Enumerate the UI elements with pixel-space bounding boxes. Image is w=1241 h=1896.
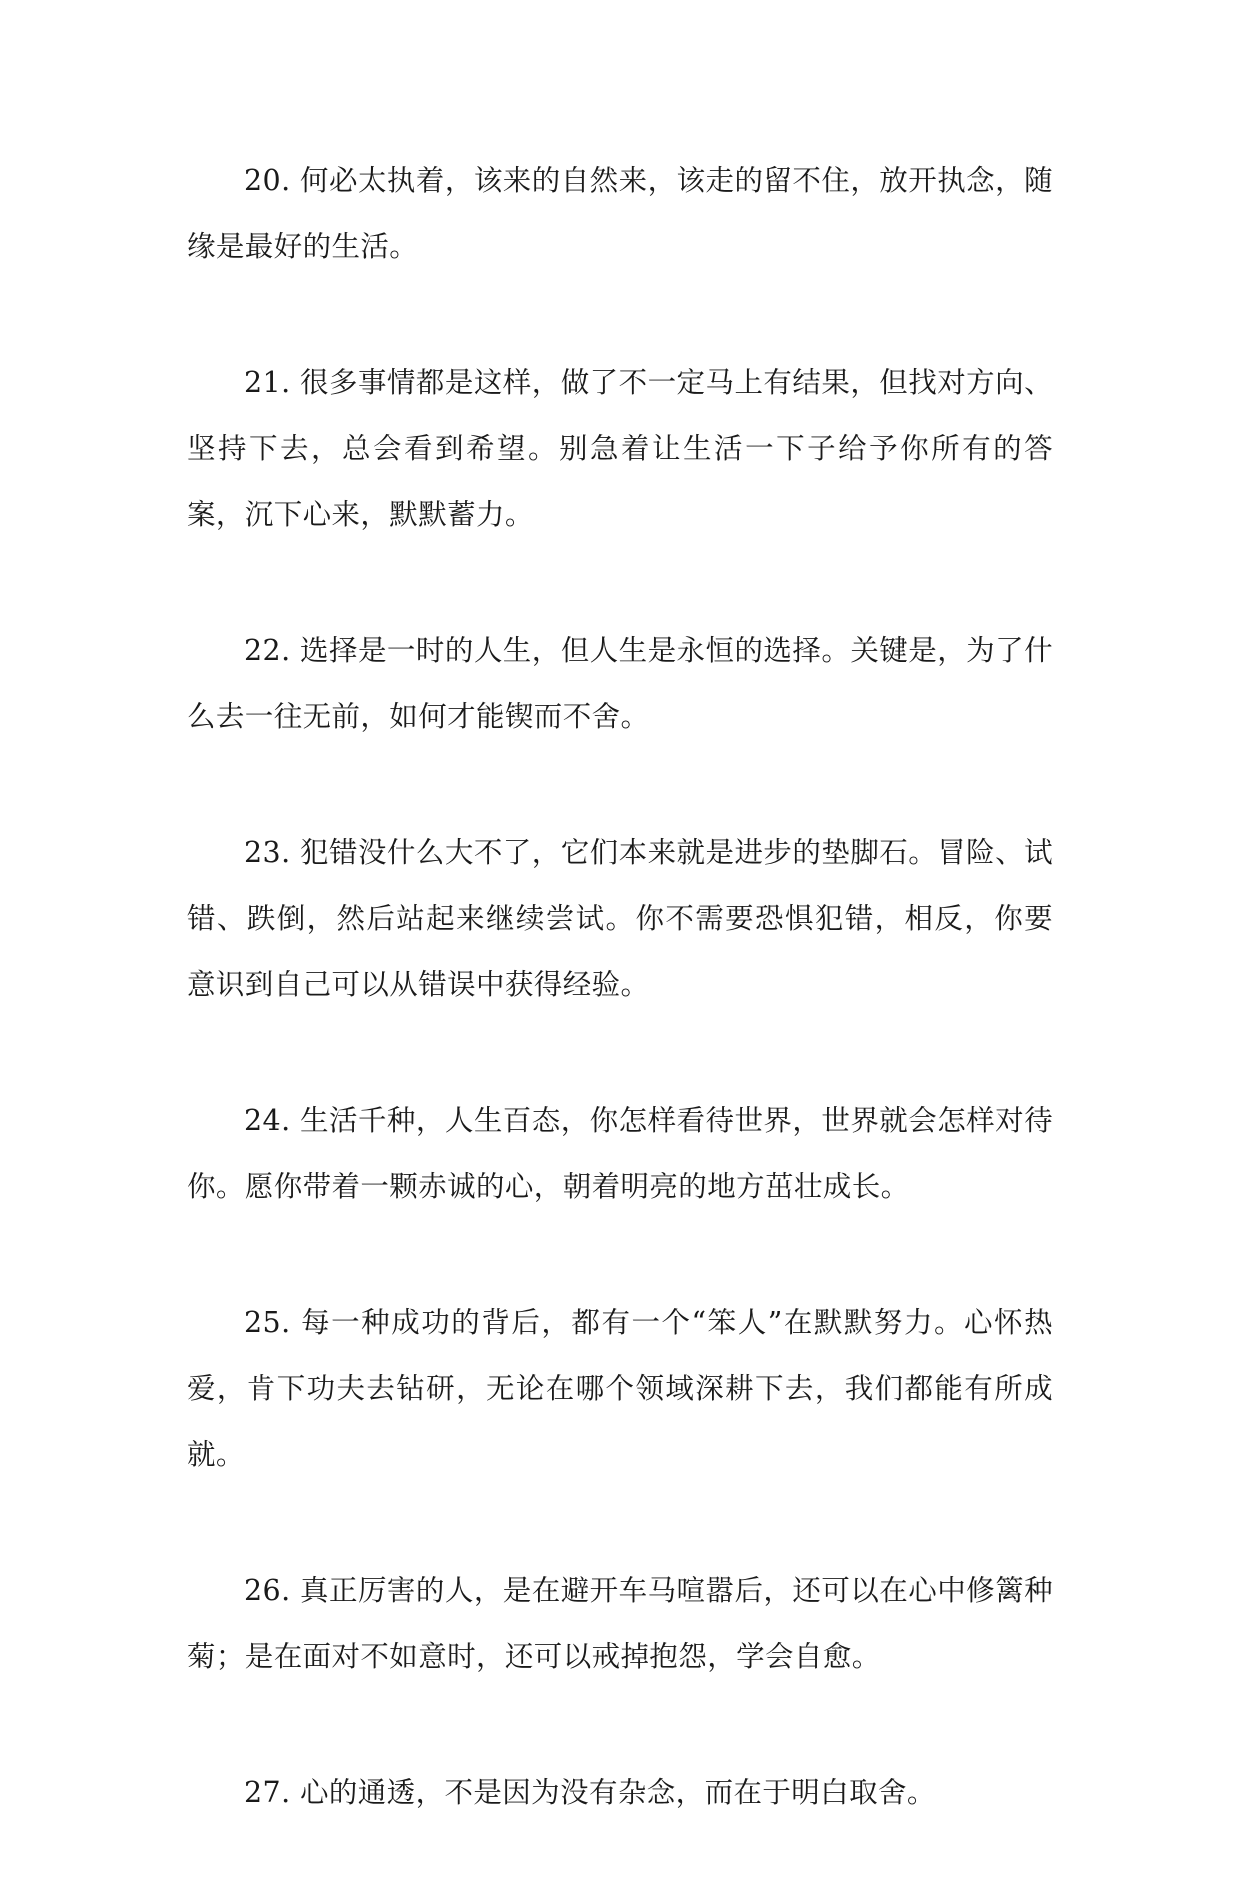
document-body [187,148,1053,1896]
paragraph-23: 23. 犯错没什么大不了，它们本来就是进步的垫脚石。冒险、试错、跌倒，然后站起来继续尝试。你不需要恐惧犯错，相反，你要意识到自己可以从错误中获得经验。 [187,836,1053,1001]
paragraph-27: 27. 心的通透，不是因为没有杂念，而在于明白取舍。 [244,1776,936,1809]
paragraph-24: 24. 生活千种，人生百态，你怎样看待世界，世界就会怎样对待你。愿你带着一颗赤诚的心，朝着明亮的地方茁壮成长。 [187,1104,1053,1203]
paragraph-20: 20. 何必太执着，该来的自然来，该走的留不住，放开执念，随缘是最好的生活。 [187,164,1053,263]
paragraph-21: 21. 很多事情都是这样，做了不一定马上有结果，但找对方向、坚持下去，总会看到希望。别急着让生活一下子给予你所有的答案，沉下心来，默默蓄力。 [187,366,1053,531]
paragraph-26: 26. 真正厉害的人，是在避开车马喧嚣后，还可以在心中修篱种菊；是在面对不如意时，还可以戒掉抱怨，学会自愈。 [187,1574,1053,1673]
paragraph-22: 22. 选择是一时的人生，但人生是永恒的选择。关键是，为了什么去一往无前，如何才能锲而不舍。 [187,634,1053,733]
paragraph-25: 25. 每一种成功的背后，都有一个“笨人”在默默努力。心怀热爱，肯下功夫去钻研，无论在哪个领域深耕下去，我们都能有所成就。 [187,1306,1053,1471]
